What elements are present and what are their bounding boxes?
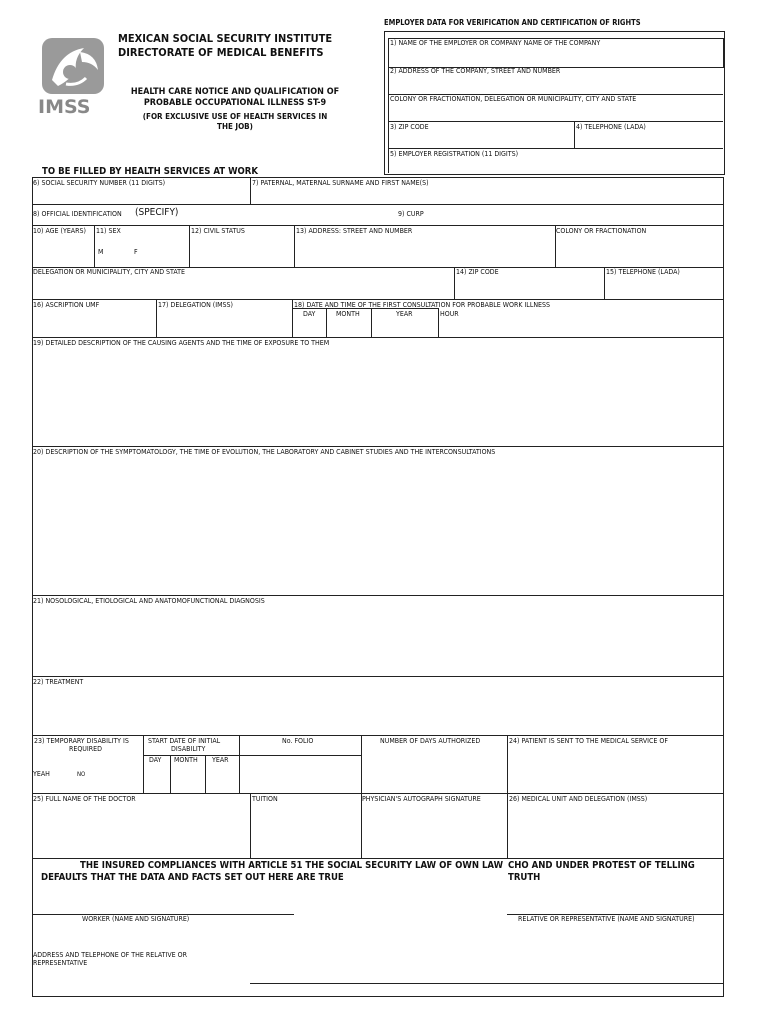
worker-signature-label: WORKER (NAME AND SIGNATURE) [82,915,190,923]
sex-label: 11) SEX [96,227,121,235]
directorate-name: DIRECTORATE OF MEDICAL BENEFITS [118,46,324,59]
delegation-imss-label: 17) DELEGATION (IMSS) [158,301,233,309]
start-date-label-1: START DATE OF INITIAL [148,737,221,745]
disability-no-option[interactable]: NO [77,771,86,778]
ssn-label: 6) SOCIAL SECURITY NUMBER (11 DIGITS) [33,179,166,187]
telephone-label: 15) TELEPHONE (LADA) [606,268,680,276]
form-title-line2: PROBABLE OCCUPATIONAL ILLNESS ST-9 [143,98,327,108]
days-authorized-label: NUMBER OF DAYS AUTHORIZED [380,737,481,745]
company-phone-label: 4) TELEPHONE (LADA) [576,123,646,131]
employer-section-title: EMPLOYER DATA FOR VERIFICATION AND CERTIFICATION OF RIGHTS [384,18,641,27]
declaration-line2: DEFAULTS THAT THE DATA AND FACTS SET OUT HERE ARE TRUE [41,872,344,883]
causing-agents-field[interactable] [33,348,721,444]
folio-label: No. FOLIO [282,737,314,745]
sex-m-label[interactable]: M [98,248,104,256]
disability-month-label: MONTH [174,756,198,764]
form-note-line1: (FOR EXCLUSIVE USE OF HEALTH SERVICES IN [142,112,328,121]
section-title: TO BE FILLED BY HEALTH SERVICES AT WORK [42,166,258,177]
treatment-field[interactable] [33,687,721,733]
diagnosis-field[interactable] [33,606,721,674]
company-colony-label: COLONY OR FRACTIONATION, DELEGATION OR MUNICIPALITY, CITY AND STATE [390,95,637,103]
causing-agents-label: 19) DETAILED DESCRIPTION OF THE CAUSING AGENTS AND THE TIME OF EXPOSURE TO THEM [33,339,330,347]
delegation-city-label: DELEGATION OR MUNICIPALITY, CITY AND STATE [33,268,185,276]
relative-signature-label: RELATIVE OR REPRESENTATIVE (NAME AND SIGNATURE) [518,915,695,923]
address-street-label: 13) ADDRESS: STREET AND NUMBER [296,227,413,235]
institute-name: MEXICAN SOCIAL SECURITY INSTITUTE [118,32,333,45]
sex-f-label[interactable]: F [134,248,138,256]
consult-hour-label: HOUR [440,310,459,318]
full-name-field[interactable] [251,188,721,203]
disability-yes-option[interactable]: YEAH [33,770,50,778]
relative-address-label-2: REPRESENTATIVE [33,959,88,967]
disability-day-label: DAY [149,756,162,764]
specify-label: (SPECIFY) [135,207,179,218]
ssn-field[interactable] [33,188,249,203]
employer-registration-label: 5) EMPLOYER REGISTRATION (11 DIGITS) [390,150,519,158]
consult-day-label: DAY [303,310,316,318]
declaration-line1: THE INSURED COMPLIANCES WITH ARTICLE 51 THE SOCIAL SECURITY LAW OF OWN LAW [80,860,504,871]
disability-year-label: YEAR [212,756,229,764]
declaration-line2-right: TRUTH [508,872,541,883]
patient-sent-label: 24) PATIENT IS SENT TO THE MEDICAL SERVICE OF [509,737,668,745]
treatment-label: 22) TREATMENT [33,678,84,686]
temp-disability-label-1: 23) TEMPORARY DISABILITY IS [34,737,129,745]
employer-name-label: 1) NAME OF THE EMPLOYER OR COMPANY NAME OF THE COMPANY [390,39,601,47]
age-label: 10) AGE (YEARS) [33,227,86,235]
first-consultation-label: 18) DATE AND TIME OF THE FIRST CONSULTATION FOR PROBABLE WORK ILLNESS [294,301,551,309]
curp-label: 9) CURP [398,210,424,218]
imss-logo [38,36,108,120]
physician-signature-label: PHYSICIAN'S AUTOGRAPH SIGNATURE [362,795,481,803]
colony-label: COLONY OR FRACTIONATION [556,227,647,235]
civil-status-label: 12) CIVIL STATUS [191,227,245,235]
symptomatology-field[interactable] [33,457,721,593]
doctor-name-label: 25) FULL NAME OF THE DOCTOR [33,795,136,803]
symptomatology-label: 20) DESCRIPTION OF THE SYMPTOMATOLOGY, THE TIME OF EVOLUTION, THE LABORATORY AND CABINET STUDIES AND THE INTERCONSULTATIONS [33,448,496,456]
zip-code-label: 14) ZIP CODE [456,268,499,276]
consult-month-label: MONTH [336,310,360,318]
medical-unit-label: 26) MEDICAL UNIT AND DELEGATION (IMSS) [509,795,648,803]
full-name-label: 7) PATERNAL, MATERNAL SURNAME AND FIRST NAME(S) [252,179,429,187]
official-id-label: 8) OFFICIAL IDENTIFICATION [33,210,122,218]
company-address-label: 2) ADDRESS OF THE COMPANY, STREET AND NUMBER [390,67,561,75]
imss-emblem-icon [40,36,106,96]
ascription-umf-label: 16) ASCRIPTION UMF [33,301,100,309]
start-date-label-2: DISABILITY [171,745,206,753]
company-zip-label: 3) ZIP CODE [390,123,429,131]
declaration-line1-right: CHO AND UNDER PROTEST OF TELLING [508,860,695,871]
form-title-line1: HEALTH CARE NOTICE AND QUALIFICATION OF [130,87,340,97]
tuition-label: TUITION [252,795,278,803]
consult-year-label: YEAR [396,310,413,318]
relative-address-line[interactable] [250,983,723,984]
form-note-line2: THE JOB) [217,122,253,131]
logo-text: IMSS [38,96,91,118]
relative-address-label-1: ADDRESS AND TELEPHONE OF THE RELATIVE OR [33,951,187,959]
temp-disability-label-2: REQUIRED [69,745,102,753]
diagnosis-label: 21) NOSOLOGICAL, ETIOLOGICAL AND ANATOMOFUNCTIONAL DIAGNOSIS [33,597,265,605]
